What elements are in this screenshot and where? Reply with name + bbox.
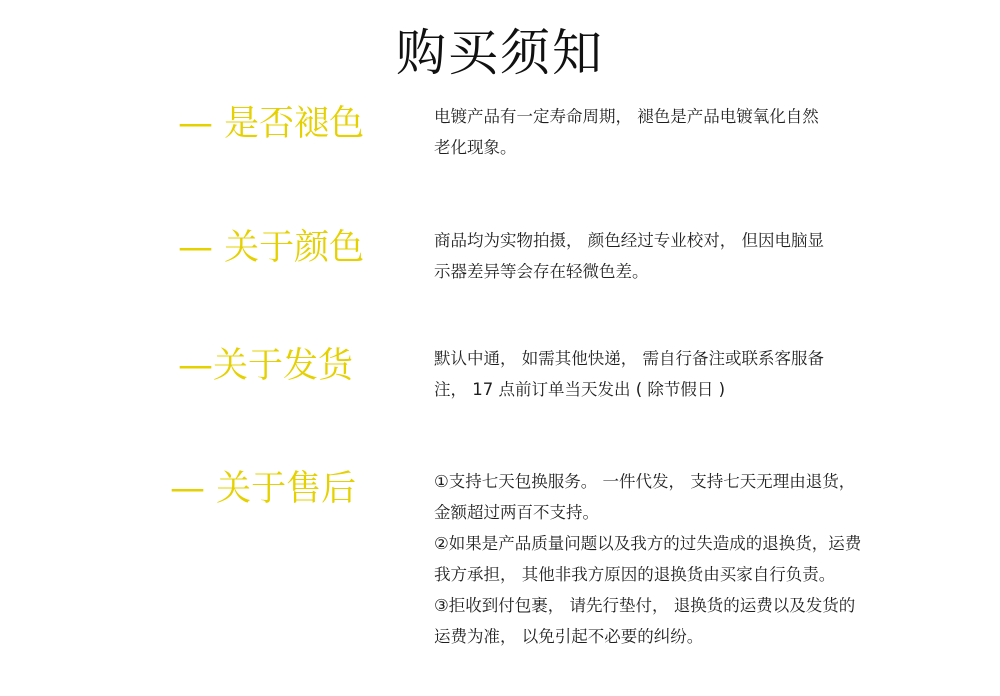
paragraph: ③拒收到付包裹， 请先行垫付， 退换货的运费以及发货的运费为准， 以免引起不必要的纠纷。 (434, 596, 856, 646)
section-heading-shipping: —关于发货 (178, 346, 354, 386)
section-body-fading (434, 101, 834, 163)
section-heading-fading: — 是否褪色 (178, 104, 365, 144)
page-title: 购买须知 (396, 24, 604, 82)
section-heading-after-sales: — 关于售后 (170, 469, 357, 509)
paragraph: 电镀产品有一定寿命周期， 褪色是产品电镀氧化自然老化现象。 (434, 107, 819, 157)
section-body-color (434, 225, 834, 287)
paragraph: ②如果是产品质量问题以及我方的过失造成的退换货，运费我方承担， 其他非我方原因的退换货由买家自行负责。 (434, 534, 862, 584)
section-body-after-sales (434, 466, 864, 652)
paragraph: 默认中通， 如需其他快递， 需自行备注或联系客服备注， 17 点前订单当天发出 ( 除节假日 ) (434, 349, 824, 399)
paragraph: ①支持七天包换服务。 一件代发， 支持七天无理由退货， 金额超过两百不支持。 (434, 472, 856, 522)
section-body-shipping (434, 343, 834, 405)
section-heading-color: — 关于颜色 (178, 228, 365, 268)
paragraph: 商品均为实物拍摄， 颜色经过专业校对， 但因电脑显示器差异等会存在轻微色差。 (434, 231, 824, 281)
